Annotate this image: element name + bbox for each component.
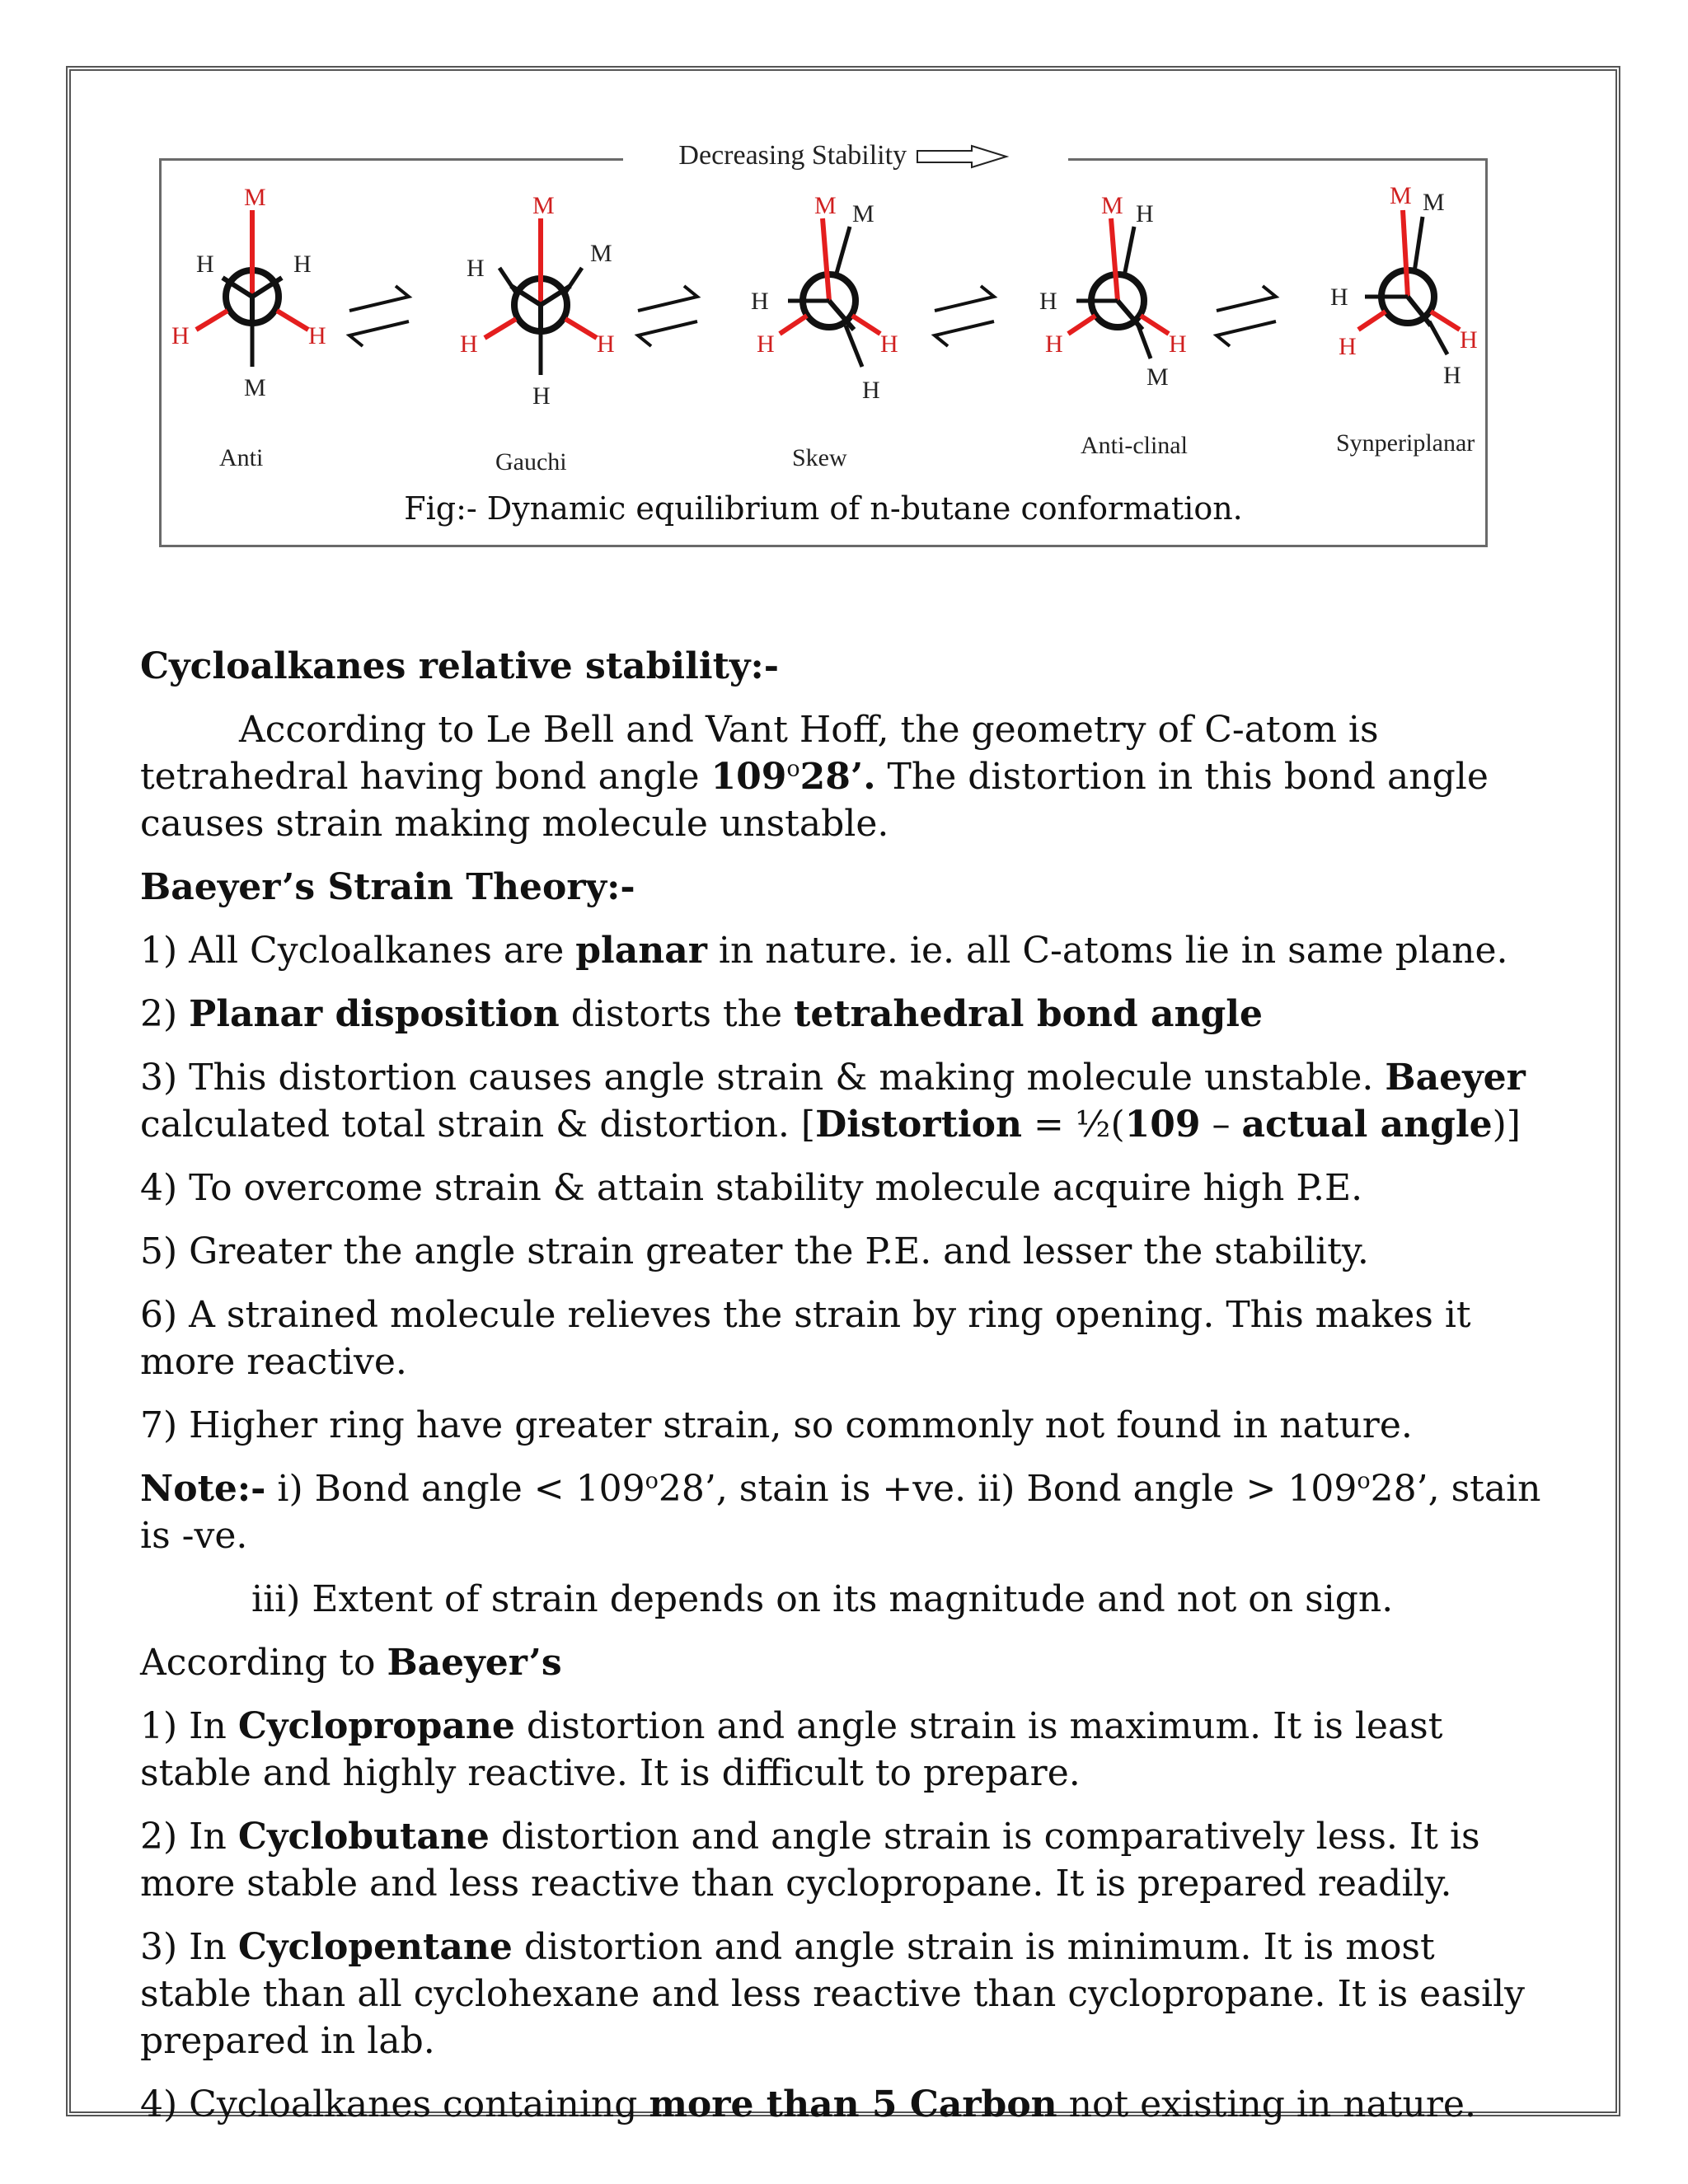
- newman-anticlinal: [1039, 192, 1188, 459]
- tetrahedral-paragraph: According to Le Bell and Vant Hoff, the geometry of C-atom is tetrahedral having bond angle 109$^o$28’. The distortion in this bond angle causes strain making molecule unstable.: [140, 709, 1489, 845]
- anti-h-ll: H: [171, 322, 190, 349]
- anti-h-ul: H: [196, 251, 214, 278]
- gauchi-h-bottom: H: [532, 382, 551, 410]
- synperiplanar-m-front: M: [1390, 182, 1412, 209]
- skew-m-back: M: [852, 200, 874, 227]
- anticlinal-m-top: M: [1101, 192, 1123, 219]
- skew-h-bottom: H: [862, 377, 880, 404]
- cycloalkanes-heading: Cycloalkanes relative stability:-: [140, 645, 779, 687]
- anti-h-lr: H: [308, 322, 326, 349]
- gauchi-h-back-left: H: [467, 255, 485, 282]
- newman-gauchi: [460, 192, 615, 476]
- anti-m-bottom: M: [244, 374, 266, 401]
- skew-h-left: H: [751, 288, 769, 315]
- main-content: [140, 643, 1541, 2144]
- newman-skew: [751, 192, 898, 471]
- baeyer-point-5: 5) Greater the angle strain greater the P.E. and lesser the stability.: [140, 1230, 1369, 1272]
- gauchi-label: Gauchi: [495, 448, 567, 476]
- gauchi-h-lr: H: [597, 330, 615, 358]
- synperiplanar-h-bottom: H: [1443, 362, 1461, 389]
- note-line-iii: iii) Extent of strain depends on its magnitude and not on sign.: [251, 1578, 1394, 1620]
- stability-text: Decreasing Stability: [678, 140, 907, 171]
- note-line: Note:- i) Bond angle < $109^o28$’, stain is +ve. ii) Bond angle > $109^o28$’, stain is -ve.: [140, 1468, 1541, 1557]
- cyclopropane-point: 1) In Cyclopropane distortion and angle strain is maximum. It is least stable and highly reactive. It is difficult to prepare.: [140, 1705, 1443, 1794]
- skew-m-front: M: [814, 192, 837, 219]
- anticlinal-m-bottom: M: [1146, 363, 1169, 391]
- synperiplanar-m-back: M: [1423, 189, 1445, 216]
- anticlinal-h-lr: H: [1169, 330, 1187, 358]
- skew-h-ll: H: [757, 330, 775, 358]
- baeyer-heading: Baeyer’s Strain Theory:-: [140, 866, 635, 908]
- anti-label: Anti: [219, 444, 264, 471]
- synperiplanar-h-left: H: [1330, 284, 1348, 311]
- baeyer-point-6: 6) A strained molecule relieves the strain by ring opening. This makes it more reactive.: [140, 1294, 1471, 1383]
- synperiplanar-label: Synperiplanar: [1336, 429, 1475, 457]
- newman-synperiplanar: [1330, 182, 1478, 457]
- gauchi-m-back-right: M: [590, 240, 612, 267]
- synperiplanar-h-lr: H: [1460, 326, 1478, 354]
- anticlinal-h-ll: H: [1045, 330, 1063, 358]
- baeyer-point-1: 1) All Cycloalkanes are planar in nature. ie. all C-atoms lie in same plane.: [140, 930, 1508, 972]
- gauchi-h-ll: H: [460, 330, 478, 358]
- cyclopentane-point: 3) In Cyclopentane distortion and angle strain is minimum. It is most stable than all cyclohexane and less reactive than cyclopropane. It is easily prepared in lab.: [140, 1926, 1526, 2062]
- anticlinal-h-back: H: [1136, 200, 1154, 227]
- according-baeyer: According to Baeyer’s: [140, 1642, 562, 1684]
- anticlinal-label: Anti-clinal: [1081, 432, 1188, 459]
- baeyer-point-3: 3) This distortion causes angle strain & making molecule unstable. Baeyer calculated total strain & distortion. [Distortion = ½(109 – actual angle)]: [140, 1057, 1526, 1146]
- skew-label: Skew: [792, 444, 847, 471]
- figure-caption: Fig:- Dynamic equilibrium of n-butane conformation.: [404, 490, 1243, 527]
- newman-anti: [171, 184, 326, 471]
- gauchi-m-top: M: [532, 192, 555, 219]
- newman-projection-figure: [159, 140, 1488, 547]
- anti-m-top: M: [244, 184, 266, 211]
- skew-h-lr: H: [880, 330, 898, 358]
- anti-h-ur: H: [293, 251, 312, 278]
- cycloalkanes-more-than-5: 4) Cycloalkanes containing more than 5 Carbon not existing in nature.: [140, 2083, 1476, 2125]
- baeyer-point-7: 7) Higher ring have greater strain, so commonly not found in nature.: [140, 1404, 1413, 1446]
- baeyer-point-2: 2) Planar disposition distorts the tetrahedral bond angle: [140, 993, 1263, 1035]
- baeyer-point-4: 4) To overcome strain & attain stability molecule acquire high P.E.: [140, 1167, 1363, 1209]
- cyclobutane-point: 2) In Cyclobutane distortion and angle strain is comparatively less. It is more stable and less reactive than cyclopropane. It is prepared readily.: [140, 1816, 1480, 1905]
- synperiplanar-h-ll: H: [1339, 333, 1357, 360]
- newman-diagram: [162, 161, 1490, 490]
- anticlinal-h-left: H: [1039, 288, 1057, 315]
